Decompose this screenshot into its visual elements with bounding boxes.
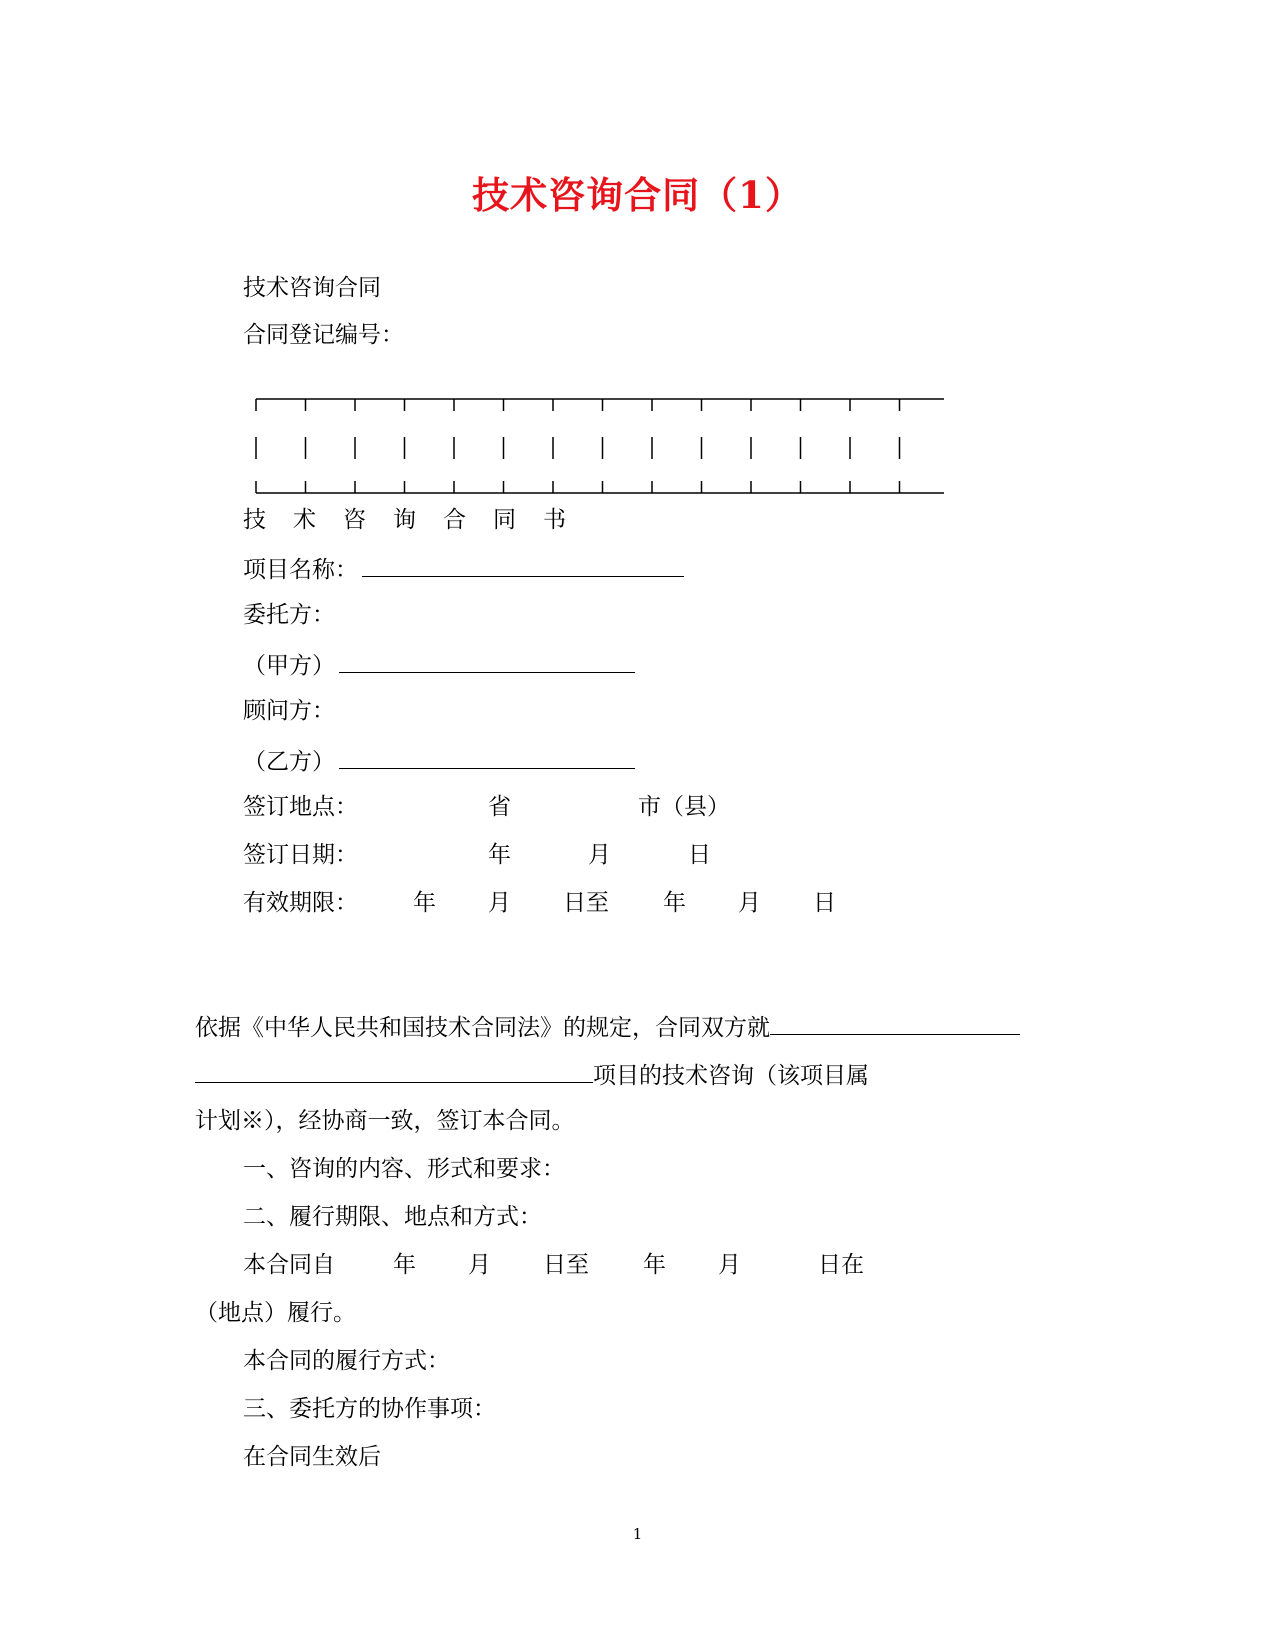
validity-label: 有效期限： xyxy=(243,890,358,916)
registration-number-grid xyxy=(254,397,944,497)
book-title-char: 术 xyxy=(293,507,316,533)
period-row xyxy=(243,1250,864,1280)
validity-month1: 月 xyxy=(488,890,511,916)
sign-place-row xyxy=(243,792,730,822)
period-year1: 年 xyxy=(393,1252,416,1278)
period-month2: 月 xyxy=(718,1252,741,1278)
period-day2-at: 日在 xyxy=(818,1252,864,1278)
intro-line-3: 计划※），经协商一致，签订本合同。 xyxy=(195,1108,575,1134)
validity-day2: 日 xyxy=(813,890,836,916)
book-title-char: 询 xyxy=(393,507,416,533)
book-title-char: 技 xyxy=(243,507,266,533)
effective-line: 在合同生效后 xyxy=(243,1444,381,1470)
sign-date-label: 签订日期： xyxy=(243,842,358,868)
party-a-blank[interactable] xyxy=(339,648,635,673)
period-month1: 月 xyxy=(468,1252,491,1278)
party-b-label: （乙方） xyxy=(243,749,335,775)
intro-text-1: 依据《中华人民共和国技术合同法》的规定，合同双方就 xyxy=(195,1015,770,1041)
section-2-heading: 二、履行期限、地点和方式： xyxy=(243,1204,542,1230)
client-label: 委托方： xyxy=(243,602,335,628)
sign-place-city: 市（县） xyxy=(638,794,730,820)
sign-place-label: 签订地点： xyxy=(243,794,358,820)
method-line: 本合同的履行方式： xyxy=(243,1348,450,1374)
intro-blank-1[interactable] xyxy=(770,1010,1020,1035)
book-title-char: 合 xyxy=(443,507,466,533)
period-prefix: 本合同自 xyxy=(243,1252,335,1278)
contract-book-title xyxy=(243,505,593,535)
party-a-label: （甲方） xyxy=(243,653,335,679)
intro-blank-2[interactable] xyxy=(195,1058,593,1083)
contract-heading: 技术咨询合同 xyxy=(243,275,381,301)
section-3-heading: 三、委托方的协作事项： xyxy=(243,1396,496,1422)
sign-date-year: 年 xyxy=(488,842,511,868)
sign-date-day: 日 xyxy=(688,842,711,868)
party-a-row xyxy=(243,648,635,681)
validity-row xyxy=(243,888,836,918)
section-1-heading: 一、咨询的内容、形式和要求： xyxy=(243,1156,565,1182)
book-title-char: 咨 xyxy=(343,507,366,533)
validity-month2: 月 xyxy=(738,890,761,916)
period-year2: 年 xyxy=(643,1252,666,1278)
intro-text-2: 项目的技术咨询（该项目属 xyxy=(593,1063,869,1089)
project-name-label: 项目名称： xyxy=(243,557,358,583)
page-number: 1 xyxy=(632,1525,643,1543)
intro-line-1 xyxy=(195,1010,1020,1043)
intro-line-2 xyxy=(195,1058,869,1091)
project-name-blank[interactable] xyxy=(362,552,684,577)
party-b-row xyxy=(243,744,635,777)
period-day1-to: 日至 xyxy=(543,1252,589,1278)
sign-date-row xyxy=(243,840,711,870)
project-name-row xyxy=(243,552,684,585)
validity-year2: 年 xyxy=(663,890,686,916)
book-title-char: 同 xyxy=(493,507,516,533)
party-b-blank[interactable] xyxy=(339,744,635,769)
document-title: 技术咨询合同（1） xyxy=(472,173,803,217)
sign-date-month: 月 xyxy=(588,842,611,868)
registration-number-label: 合同登记编号： xyxy=(243,322,404,348)
sign-place-province: 省 xyxy=(488,794,511,820)
place-line: （地点）履行。 xyxy=(195,1300,356,1326)
validity-day1-to: 日至 xyxy=(563,890,609,916)
validity-year1: 年 xyxy=(413,890,436,916)
consultant-label: 顾问方： xyxy=(243,698,335,724)
book-title-char: 书 xyxy=(543,507,566,533)
